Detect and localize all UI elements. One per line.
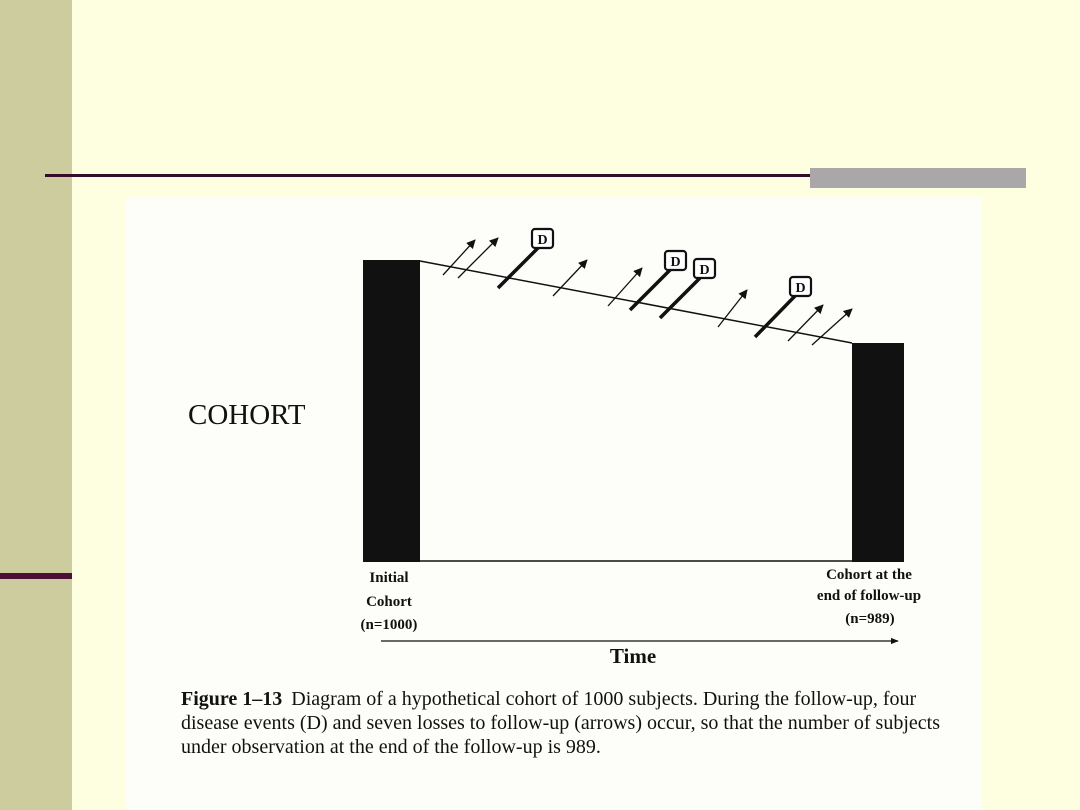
figure-number: Figure 1–13 <box>181 688 283 710</box>
initial-cohort-bar <box>363 260 420 562</box>
loss-arrow <box>553 260 587 296</box>
figure-caption-text: Diagram of a hypothetical cohort of 1000 subjects. During the follow-up, four disease events (D) and seven losses to follow-up (arrows) occur, so that the number of subjects under observation at the end of the follow-up is 989. <box>181 688 940 758</box>
disease-event-symbol: D <box>537 233 548 248</box>
time-axis-label: Time <box>609 644 657 668</box>
loss-arrow <box>443 240 475 275</box>
final-label-line: end of follow-up <box>816 588 922 604</box>
final-label-line: Cohort at the <box>826 567 912 583</box>
disease-event-symbol: D <box>670 255 681 270</box>
disease-events <box>498 229 811 337</box>
disease-event-symbol: D <box>699 263 710 278</box>
figure-caption <box>181 687 951 759</box>
cohort-side-label: COHORT <box>188 399 306 431</box>
final-cohort-bar <box>852 343 904 562</box>
initial-label-line: (n=1000) <box>360 617 418 633</box>
initial-cohort-label <box>361 570 418 633</box>
final-label-line: (n=989) <box>845 611 895 627</box>
initial-label-line: Cohort <box>366 594 412 610</box>
disease-event-stick <box>660 278 700 318</box>
final-cohort-label <box>817 567 921 627</box>
disease-event-symbol: D <box>795 281 806 296</box>
loss-arrow <box>788 305 823 341</box>
loss-arrow <box>718 290 747 327</box>
initial-label-line: Initial <box>369 570 409 586</box>
